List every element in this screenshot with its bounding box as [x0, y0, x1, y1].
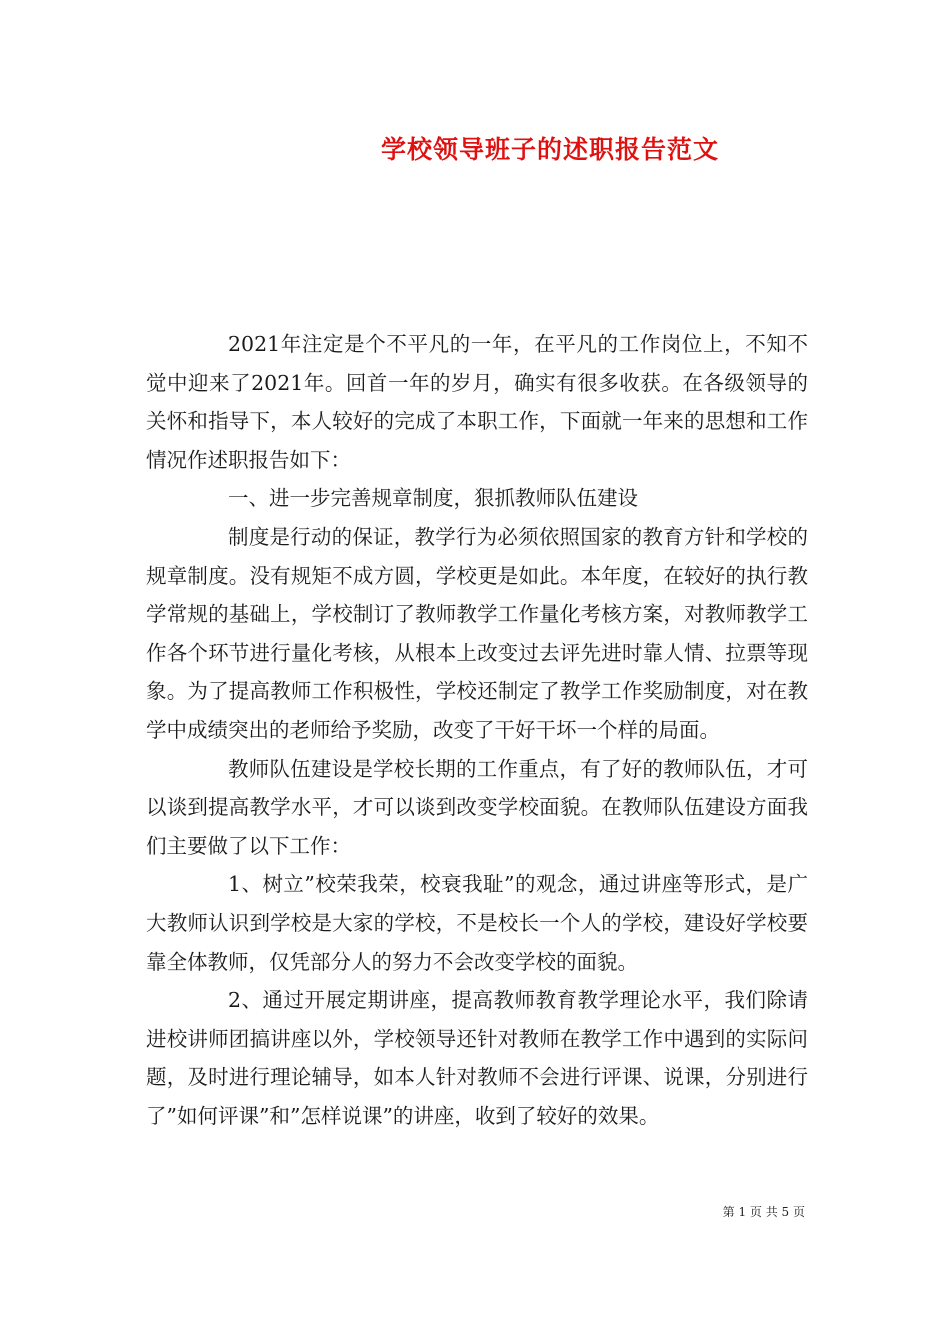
paragraph-teacher-team: 教师队伍建设是学校长期的工作重点，有了好的教师队伍，才可以谈到提高教学水平，才可以谈到改变学校面貌。在教师队伍建设方面我们主要做了以下工作：	[146, 756, 808, 858]
document-body	[146, 325, 808, 1135]
section-heading-1: 一、进一步完善规章制度，狠抓教师队伍建设	[228, 486, 638, 511]
document-title: 学校领导班子的述职报告范文	[380, 135, 719, 164]
page-number: 第 1 页 共 5 页	[722, 1205, 805, 1219]
list-item-2: 2、通过开展定期讲座，提高教师教育教学理论水平，我们除请进校讲师团搞讲座以外，学校领导还针对教师在教学工作中遇到的实际问题，及时进行理论辅导，如本人针对教师不会进行评课、说课，分别进行了”如何评课”和”怎样说课”的讲座，收到了较好的效果。	[146, 988, 808, 1128]
paragraph-intro: 2021年注定是个不平凡的一年，在平凡的工作岗位上，不知不觉中迎来了2021年。回首一年的岁月，确实有很多收获。在各级领导的关怀和指导下，本人较好的完成了本职工作，下面就一年来的思想和工作情况作述职报告如下：	[146, 332, 808, 472]
list-item-1: 1、树立”校荣我荣，校衰我耻”的观念，通过讲座等形式，是广大教师认识到学校是大家的学校，不是校长一个人的学校，建设好学校要靠全体教师，仅凭部分人的努力不会改变学校的面貌。	[146, 872, 808, 974]
paragraph-regulations: 制度是行动的保证，教学行为必须依照国家的教育方针和学校的规章制度。没有规矩不成方圆，学校更是如此。本年度，在较好的执行教学常规的基础上，学校制订了教师教学工作量化考核方案，对教师教学工作各个环节进行量化考核，从根本上改变过去评先进时靠人情、拉票等现象。为了提高教师工作积极性，学校还制定了教学工作奖励制度，对在教学中成绩突出的老师给予奖励，改变了干好干坏一个样的局面。	[146, 524, 808, 742]
